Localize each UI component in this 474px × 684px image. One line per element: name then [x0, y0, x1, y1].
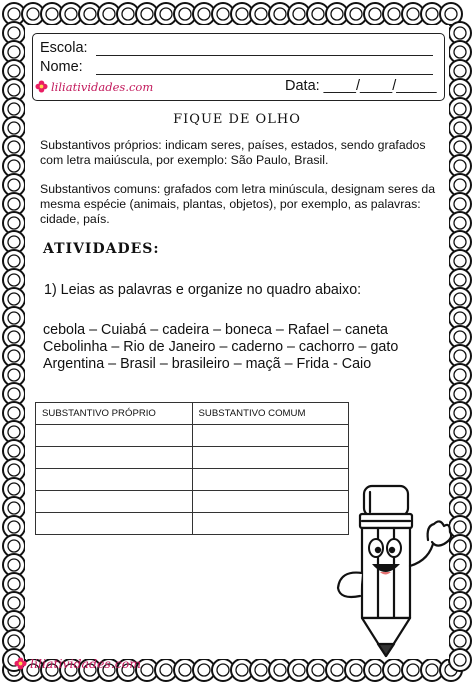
table-cell[interactable]: [192, 425, 349, 447]
table-cell[interactable]: [36, 469, 193, 491]
header-logo: [35, 80, 153, 94]
table-cell[interactable]: [36, 425, 193, 447]
table-row: [36, 513, 349, 535]
col-proprio-header: SUBSTANTIVO PRÓPRIO: [36, 403, 193, 425]
footer-logo: [14, 656, 141, 671]
table-cell[interactable]: [192, 447, 349, 469]
question-1: 1) Leias as palavras e organize no quadro abaixo:: [44, 282, 362, 298]
pencil-mascot-illustration: [322, 478, 462, 663]
flower-icon: [35, 80, 48, 93]
escola-label: Escola:: [40, 40, 88, 56]
table-row: [36, 425, 349, 447]
col-comum-header: SUBSTANTIVO COMUM: [192, 403, 349, 425]
word-line: cebola – Cuiabá – cadeira – boneca – Rafael – caneta: [43, 322, 388, 338]
answer-table: [35, 402, 349, 535]
table-row: [36, 447, 349, 469]
flower-icon: [14, 657, 27, 670]
table-cell[interactable]: [36, 491, 193, 513]
table-cell[interactable]: [36, 447, 193, 469]
comuns-paragraph: Substantivos comuns: grafados com letra minúscula, designam seres da mesma espécie (animais, plantas, objetos), por exemplo, as palavras: cidade, país.: [40, 182, 436, 226]
word-line: Argentina – Brasil – brasileiro – maçã – Frida - Caio: [43, 356, 372, 372]
activities-heading: ATIVIDADES:: [43, 241, 160, 257]
table-header-row: [36, 403, 349, 425]
data-field: Data: ____/____/_____: [285, 78, 437, 94]
escola-input-line[interactable]: [96, 55, 433, 56]
word-list: [43, 322, 398, 373]
table-row: [36, 491, 349, 513]
header-logo-text: liliatividades.com: [51, 80, 154, 94]
table-row: [36, 469, 349, 491]
nome-input-line[interactable]: [96, 74, 433, 75]
word-line: Cebolinha – Rio de Janeiro – caderno – cachorro – gato: [43, 339, 399, 355]
footer-logo-text: liliatividades.com: [30, 656, 142, 671]
nome-label: Nome:: [40, 59, 83, 75]
table-cell[interactable]: [36, 513, 193, 535]
proprios-paragraph: Substantivos próprios: indicam seres, países, estados, sendo grafados com letra maiúscula, por exemplo: São Paulo, Brasil.: [40, 138, 426, 167]
section-title: FIQUE DE OLHO: [173, 112, 301, 127]
